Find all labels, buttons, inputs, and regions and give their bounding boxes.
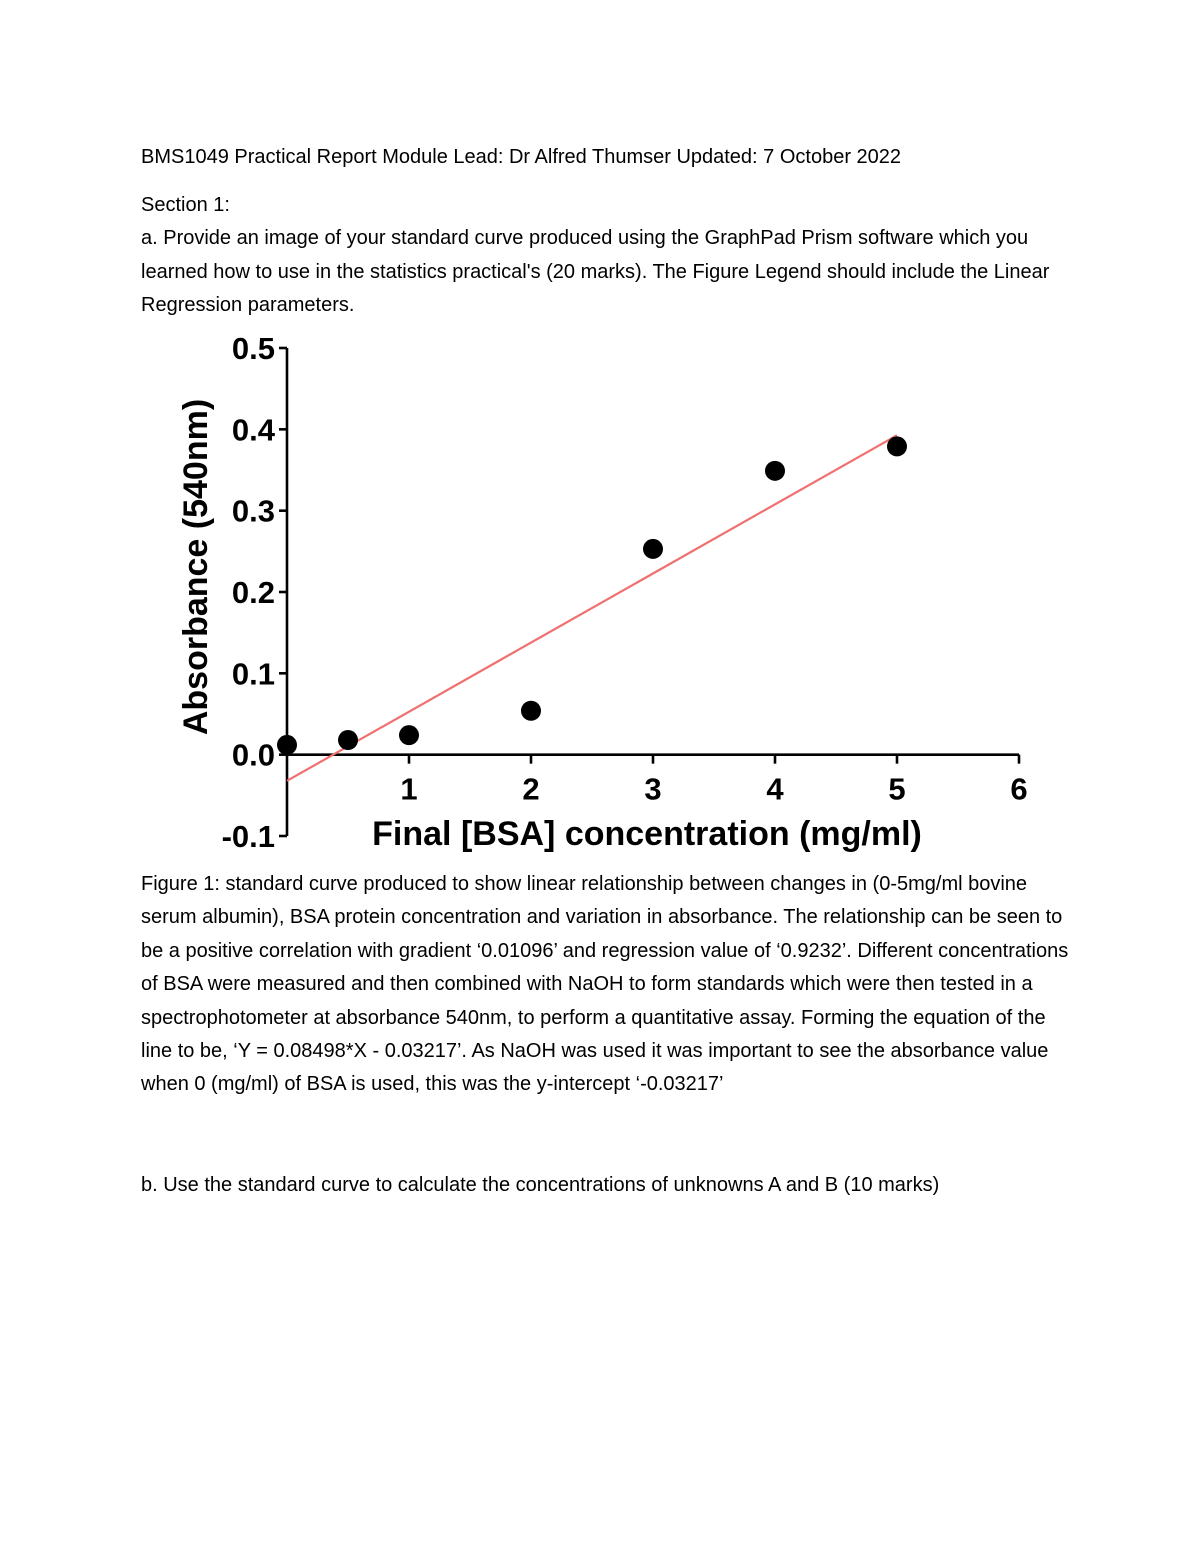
question-a: a. Provide an image of your standard curve produced using the GraphPad Prism software which you learned how to use in the statistics practical's (20 marks). The Figure Legend should include the Linear Regression parameters. [141,227,1050,316]
y-tick-label: 0.3 [231,493,275,529]
data-point [399,725,419,745]
tick-labels-group [222,331,1028,854]
y-tick-label: 0.2 [231,575,275,610]
section-heading: Section 1: [141,194,230,216]
chart-axes [279,348,1019,836]
y-tick-label: 0.0 [231,737,275,773]
y-tick-label: 0.5 [231,331,275,366]
x-tick-label: 6 [1010,771,1028,807]
y-tick-label: 0.1 [231,656,275,692]
fit-line-group [287,435,897,781]
x-axis-title: Final [BSA] concentration (mg/ml) [372,815,922,853]
x-tick-label: 4 [766,771,784,807]
y-tick-label: 0.4 [231,412,275,448]
y-tick-label: -0.1 [221,819,275,854]
data-point [643,539,663,559]
standard-curve-chart [150,330,1050,860]
data-point [887,436,907,456]
data-point [277,735,297,755]
x-tick-label: 5 [888,771,906,807]
y-axis-title: Absorbance (540nm) [177,398,215,736]
data-point [765,461,785,481]
x-tick-label: 1 [400,771,418,807]
question-b: b. Use the standard curve to calculate the concentrations of unknowns A and B (10 marks) [141,1174,940,1196]
document-header: BMS1049 Practical Report Module Lead: Dr Alfred Thumser Updated: 7 October 2022 [141,146,902,168]
figure-legend: Figure 1: standard curve produced to show linear relationship between changes in (0-5mg/ml bovine serum albumin), BSA protein concentration and variation in absorbance. The relationship can be seen to be a positive correlation with gradient ‘0.01096’ and regression value of ‘0.9232’. Different concentrations of BSA were measured and then combined with NaOH to form standards which were then tested in a spectrophotometer at absorbance 540nm, to perform a quantitative assay. Forming the equation of the line to be, ‘Y = 0.08498*X - 0.03217’. As NaOH was used it was important to see the absorbance value when 0 (mg/ml) of BSA is used, this was the y-intercept ‘-0.03217’ [141,873,1069,1096]
x-tick-label: 2 [522,771,540,807]
data-point [338,730,358,750]
regression-line [287,435,897,781]
x-tick-label: 3 [644,771,662,807]
data-point [521,701,541,721]
